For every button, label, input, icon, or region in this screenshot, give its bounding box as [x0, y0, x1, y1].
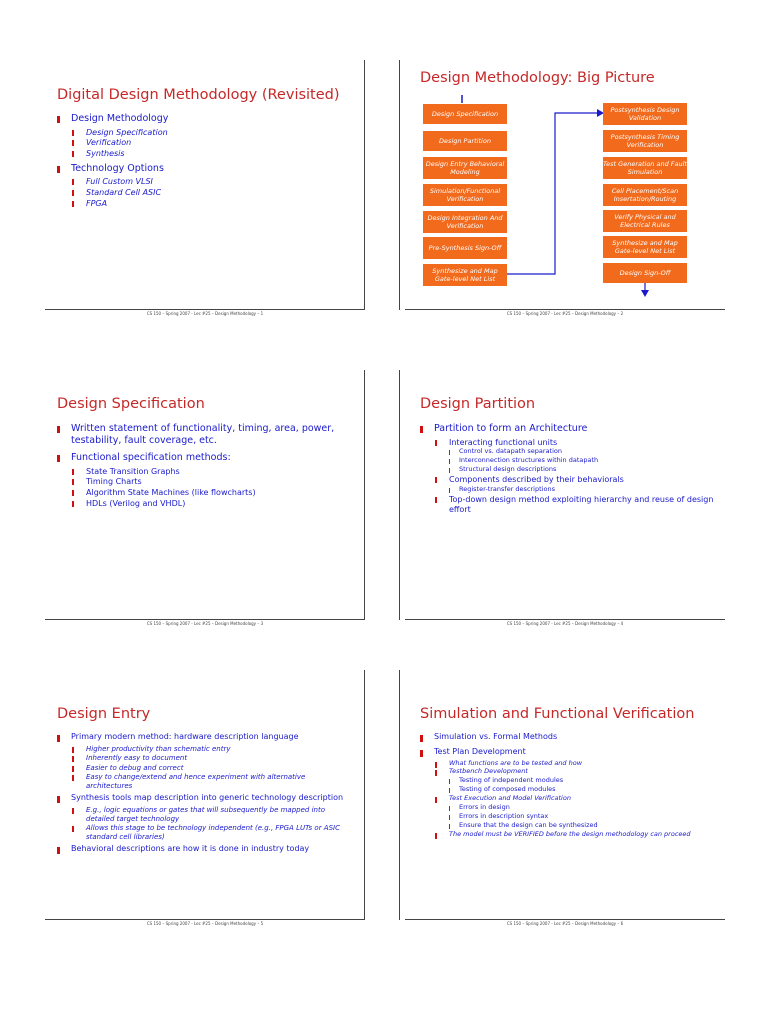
- slide-6: [405, 670, 725, 926]
- slide-divider: [399, 670, 400, 920]
- bullet: What functions are to be tested and how: [435, 760, 705, 768]
- flow-box: Design Specification: [423, 104, 507, 124]
- bullet: Written statement of functionality, timing, area, power, testability, fault coverage, etc.: [57, 423, 335, 446]
- bullet: Technology Options: [57, 163, 357, 175]
- bullet: Verification: [72, 138, 357, 148]
- slide-divider: [45, 619, 365, 620]
- slide-title: Digital Design Methodology (Revisited): [57, 87, 340, 103]
- bullet: Testbench Development: [435, 768, 705, 776]
- bullet: Structural design descriptions: [449, 466, 717, 474]
- bullet: E.g., logic equations or gates that will subsequently be mapped into detailed target technology: [72, 806, 345, 823]
- slide-divider: [405, 309, 725, 310]
- slide-footer: CS 150 – Spring 2007 - Lec #25 – Design Methodology – 2: [506, 311, 624, 316]
- bullet: Synthesis tools map description into generic technology description: [57, 793, 345, 803]
- slide-1: [45, 60, 365, 316]
- bullet: Ensure that the design can be synthesized: [449, 822, 705, 830]
- bullet: Easier to debug and correct: [72, 764, 345, 773]
- bullet: Control vs. datapath separation: [449, 448, 717, 456]
- flow-box: Design Entry Behavioral Modeling: [423, 157, 507, 179]
- bullet: Errors in design: [449, 804, 705, 812]
- slide-title: Design Entry: [57, 706, 151, 722]
- bullet: Design Methodology: [57, 113, 357, 125]
- slide-divider: [399, 370, 400, 620]
- slide-footer: CS 150 – Spring 2007 - Lec #25 – Design Methodology – 6: [506, 921, 624, 926]
- bullet: Primary modern method: hardware description language: [57, 732, 345, 742]
- bullet: Timing Charts: [72, 477, 335, 487]
- flow-box: Design Integration And Verification: [423, 211, 507, 233]
- slide-title: Design Partition: [420, 396, 536, 412]
- slide-title: Design Specification: [57, 396, 205, 412]
- bullet: Behavioral descriptions are how it is done in industry today: [57, 844, 345, 854]
- flow-box: Postsynthesis Design Validation: [603, 103, 687, 125]
- slide-4: [405, 370, 725, 626]
- slide-footer: CS 150 – Spring 2007 - Lec #25 – Design Methodology – 5: [146, 921, 264, 926]
- slide-title: Simulation and Functional Verification: [420, 706, 695, 722]
- bullet: Algorithm State Machines (like flowcharts): [72, 488, 335, 498]
- bullet: Easy to change/extend and hence experiment with alternative architectures: [72, 773, 345, 790]
- bullet: FPGA: [72, 199, 357, 209]
- bullet: Inherently easy to document: [72, 754, 345, 763]
- bullet: Standard Cell ASIC: [72, 188, 357, 198]
- bullet: The model must be VERIFIED before the design methodology can proceed: [435, 831, 705, 839]
- slide-body: [57, 113, 357, 210]
- slide-body: [420, 423, 717, 515]
- slide-divider: [364, 370, 365, 620]
- bullet: Full Custom VLSI: [72, 177, 357, 187]
- bullet: Top-down design method exploiting hierarchy and reuse of design effort: [435, 495, 717, 515]
- slide-divider: [364, 670, 365, 920]
- slide-footer: CS 150 – Spring 2007 - Lec #25 – Design Methodology – 1: [146, 311, 264, 316]
- bullet: State Transition Graphs: [72, 467, 335, 477]
- bullet: Higher productivity than schematic entry: [72, 745, 345, 754]
- slide-divider: [364, 60, 365, 310]
- bullet: Functional specification methods:: [57, 452, 335, 464]
- bullet: HDLs (Verilog and VHDL): [72, 499, 335, 509]
- slide-body: [57, 423, 335, 510]
- flow-box: Synthesize and Map Gate-level Net List: [603, 236, 687, 258]
- slide-footer: CS 150 – Spring 2007 - Lec #25 – Design Methodology – 4: [506, 621, 624, 626]
- slide-body: [420, 732, 705, 840]
- bullet: Test Execution and Model Verification: [435, 795, 705, 803]
- bullet: Interacting functional units: [435, 438, 717, 448]
- bullet: Design Specification: [72, 128, 357, 138]
- slide-2: [405, 60, 725, 316]
- flow-box: Simulation/Functional Verification: [423, 184, 507, 206]
- bullet: Testing of independent modules: [449, 777, 705, 785]
- slide-divider: [405, 919, 725, 920]
- bullet: Register-transfer descriptions: [449, 486, 717, 494]
- flow-box: Test Generation and Fault Simulation: [603, 157, 687, 179]
- slide-5: [45, 670, 365, 926]
- bullet: Simulation vs. Formal Methods: [420, 732, 705, 742]
- flow-box: Design Sign-Off: [603, 263, 687, 283]
- bullet: Partition to form an Architecture: [420, 423, 717, 435]
- flow-box: Verify Physical and Electrical Rules: [603, 210, 687, 232]
- flow-box: Cell Placement/Scan Insertation/Routing: [603, 184, 687, 206]
- bullet: Testing of composed modules: [449, 786, 705, 794]
- flow-box: Synthesize and Map Gate-level Net List: [423, 264, 507, 286]
- slide-divider: [405, 619, 725, 620]
- bullet: Synthesis: [72, 149, 357, 159]
- bullet: Components described by their behaviorals: [435, 475, 717, 485]
- slide-body: [57, 732, 345, 857]
- bullet: Interconnection structures within datapath: [449, 457, 717, 465]
- flow-box: Postsynthesis Timing Verification: [603, 130, 687, 152]
- bullet: Allows this stage to be technology independent (e.g., FPGA LUTs or ASIC standard cell libraries): [72, 824, 345, 841]
- flow-box: Design Partition: [423, 131, 507, 151]
- slide-footer: CS 150 – Spring 2007 - Lec #25 – Design Methodology – 3: [146, 621, 264, 626]
- slide-divider: [45, 919, 365, 920]
- slide-divider: [399, 60, 400, 310]
- bullet: Test Plan Development: [420, 747, 705, 757]
- bullet: Errors in description syntax: [449, 813, 705, 821]
- slide-divider: [45, 309, 365, 310]
- slide-title: Design Methodology: Big Picture: [420, 70, 655, 86]
- flow-box: Pre-Synthesis Sign-Off: [423, 237, 507, 259]
- slide-3: [45, 370, 365, 626]
